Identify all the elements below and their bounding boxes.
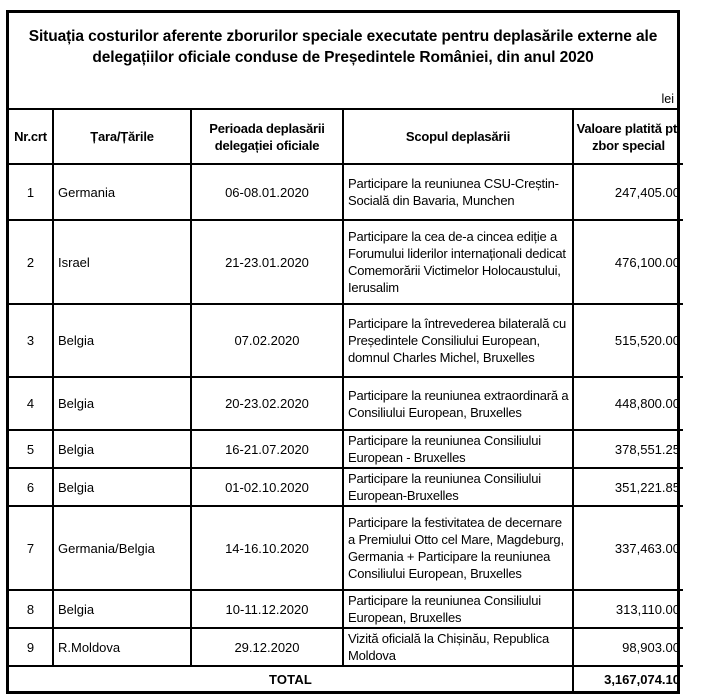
cell-period: 29.12.2020 — [191, 628, 343, 666]
cell-purpose: Vizită oficială la Chișinău, Republica Moldova — [343, 628, 573, 666]
cell-purpose: Participare la cea de-a cincea ediție a Forumului liderilor internaționali dedicat Comemorării Victimelor Holocaustului, Ierusalim — [343, 220, 573, 304]
cell-period: 20-23.02.2020 — [191, 377, 343, 430]
cell-country: Germania/Belgia — [53, 506, 191, 590]
col-header-period: Perioada deplasării delegației oficiale — [191, 110, 343, 164]
table-row — [9, 468, 683, 506]
cell-nr: 6 — [9, 468, 53, 506]
table-row — [9, 377, 683, 430]
cell-purpose: Participare la reuniunea Consiliului European-Bruxelles — [343, 468, 573, 506]
cell-amount: 351,221.85 — [573, 468, 683, 506]
cell-amount: 337,463.00 — [573, 506, 683, 590]
cell-purpose: Participare la festivitatea de decernare a Premiului Otto cel Mare, Magdeburg, Germania + Participare la reuniunea Consiliului European, Bruxelles — [343, 506, 573, 590]
cell-period: 21-23.01.2020 — [191, 220, 343, 304]
cell-country: Belgia — [53, 304, 191, 377]
total-amount: 3,167,074.10 — [573, 666, 683, 691]
cell-purpose: Participare la reuniunea Consiliului European - Bruxelles — [343, 430, 573, 468]
cell-country: Belgia — [53, 377, 191, 430]
col-header-country: Țara/Țările — [53, 110, 191, 164]
cell-nr: 4 — [9, 377, 53, 430]
cell-country: Belgia — [53, 590, 191, 628]
total-label: TOTAL — [9, 666, 573, 691]
cell-purpose: Participare la întrevederea bilaterală cu Președintele Consiliului European, domnul Charles Michel, Bruxelles — [343, 304, 573, 377]
cell-country: R.Moldova — [53, 628, 191, 666]
cell-nr: 7 — [9, 506, 53, 590]
cell-nr: 2 — [9, 220, 53, 304]
cell-period: 01-02.10.2020 — [191, 468, 343, 506]
cell-nr: 9 — [9, 628, 53, 666]
cell-country: Israel — [53, 220, 191, 304]
cost-report-document — [6, 10, 680, 694]
table-row — [9, 304, 683, 377]
title-block — [9, 13, 677, 110]
table-row — [9, 506, 683, 590]
cell-country: Belgia — [53, 430, 191, 468]
table-header-row — [9, 110, 683, 164]
col-header-nr: Nr.crt — [9, 110, 53, 164]
cell-country: Belgia — [53, 468, 191, 506]
cell-amount: 98,903.00 — [573, 628, 683, 666]
cell-amount: 476,100.00 — [573, 220, 683, 304]
cell-period: 10-11.12.2020 — [191, 590, 343, 628]
cell-amount: 515,520.00 — [573, 304, 683, 377]
cell-nr: 3 — [9, 304, 53, 377]
cell-amount: 448,800.00 — [573, 377, 683, 430]
document-title: Situația costurilor aferente zborurilor speciale executate pentru deplasările externe ale delegațiilor oficiale conduse de Președintele României, din anul 2020 — [28, 28, 658, 66]
cell-period: 14-16.10.2020 — [191, 506, 343, 590]
cell-purpose: Participare la reuniunea Consiliului European, Bruxelles — [343, 590, 573, 628]
cell-purpose: Participare la reuniunea extraordinară a Consiliului European, Bruxelles — [343, 377, 573, 430]
col-header-purpose: Scopul deplasării — [343, 110, 573, 164]
cell-period: 06-08.01.2020 — [191, 164, 343, 220]
flight-costs-table — [9, 110, 683, 691]
table-row — [9, 430, 683, 468]
cell-period: 16-21.07.2020 — [191, 430, 343, 468]
col-header-amount: Valoare platită pt. zbor special — [573, 110, 683, 164]
table-row — [9, 220, 683, 304]
cell-nr: 5 — [9, 430, 53, 468]
cell-amount: 247,405.00 — [573, 164, 683, 220]
total-row — [9, 666, 683, 691]
cell-nr: 1 — [9, 164, 53, 220]
table-row — [9, 164, 683, 220]
cell-country: Germania — [53, 164, 191, 220]
currency-unit-label: lei — [661, 92, 674, 106]
cell-nr: 8 — [9, 590, 53, 628]
cell-amount: 378,551.25 — [573, 430, 683, 468]
table-row — [9, 628, 683, 666]
table-row — [9, 590, 683, 628]
cell-purpose: Participare la reuniunea CSU-Creștin-Socială din Bavaria, Munchen — [343, 164, 573, 220]
cell-amount: 313,110.00 — [573, 590, 683, 628]
cell-period: 07.02.2020 — [191, 304, 343, 377]
